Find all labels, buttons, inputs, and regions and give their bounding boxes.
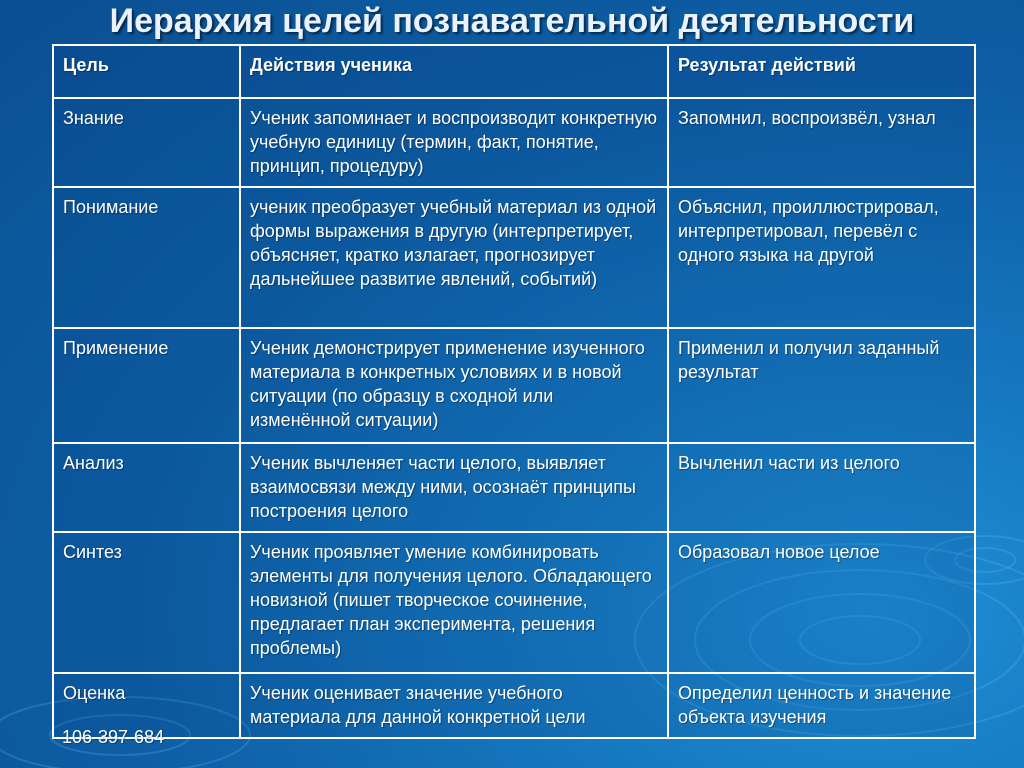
slide-title: Иерархия целей познавательной деятельности (109, 2, 915, 40)
cell-result: Образовал новое целое (668, 532, 975, 673)
slide-number: 106-397-684 (62, 727, 165, 747)
table-header-row (53, 45, 975, 98)
cell-goal: Применение (53, 328, 240, 443)
header-student-actions: Действия ученика (240, 45, 668, 98)
cell-actions: Ученик вычленяет части целого, выявляет взаимосвязи между ними, осознаёт принципы построения целого (240, 443, 668, 532)
cell-result: Определил ценность и значение объекта изучения (668, 673, 975, 738)
cell-result: Объяснил, проиллюстрировал, интерпретировал, перевёл с одного языка на другой (668, 187, 975, 328)
table-row (53, 532, 975, 673)
goals-table-container (52, 44, 974, 739)
cell-goal: Оценка (53, 673, 240, 738)
cell-goal: Анализ (53, 443, 240, 532)
cell-goal: Знание (53, 98, 240, 187)
cell-actions: ученик преобразует учебный материал из одной формы выражения в другую (интерпретирует, объясняет, кратко излагает, прогнозирует дальнейшее развитие явлений, событий) (240, 187, 668, 328)
header-goal: Цель (53, 45, 240, 98)
table-row (53, 673, 975, 738)
goals-table (52, 44, 976, 739)
cell-goal: Понимание (53, 187, 240, 328)
cell-actions: Ученик демонстрирует применение изученного материала в конкретных условиях и в новой ситуации (по образцу в сходной или изменённой ситуации) (240, 328, 668, 443)
table-row (53, 98, 975, 187)
cell-result: Применил и получил заданный результат (668, 328, 975, 443)
cell-result: Запомнил, воспроизвёл, узнал (668, 98, 975, 187)
table-row (53, 443, 975, 532)
cell-result: Вычленил части из целого (668, 443, 975, 532)
cell-goal: Синтез (53, 532, 240, 673)
header-result: Результат действий (668, 45, 975, 98)
cell-actions: Ученик проявляет умение комбинировать элементы для получения целого. Обладающего новизной (пишет творческое сочинение, предлагает план эксперимента, решения проблемы) (240, 532, 668, 673)
table-row (53, 328, 975, 443)
cell-actions: Ученик оценивает значение учебного материала для данной конкретной цели (240, 673, 668, 738)
cell-actions: Ученик запоминает и воспроизводит конкретную учебную единицу (термин, факт, понятие, принцип, процедуру) (240, 98, 668, 187)
table-row (53, 187, 975, 328)
